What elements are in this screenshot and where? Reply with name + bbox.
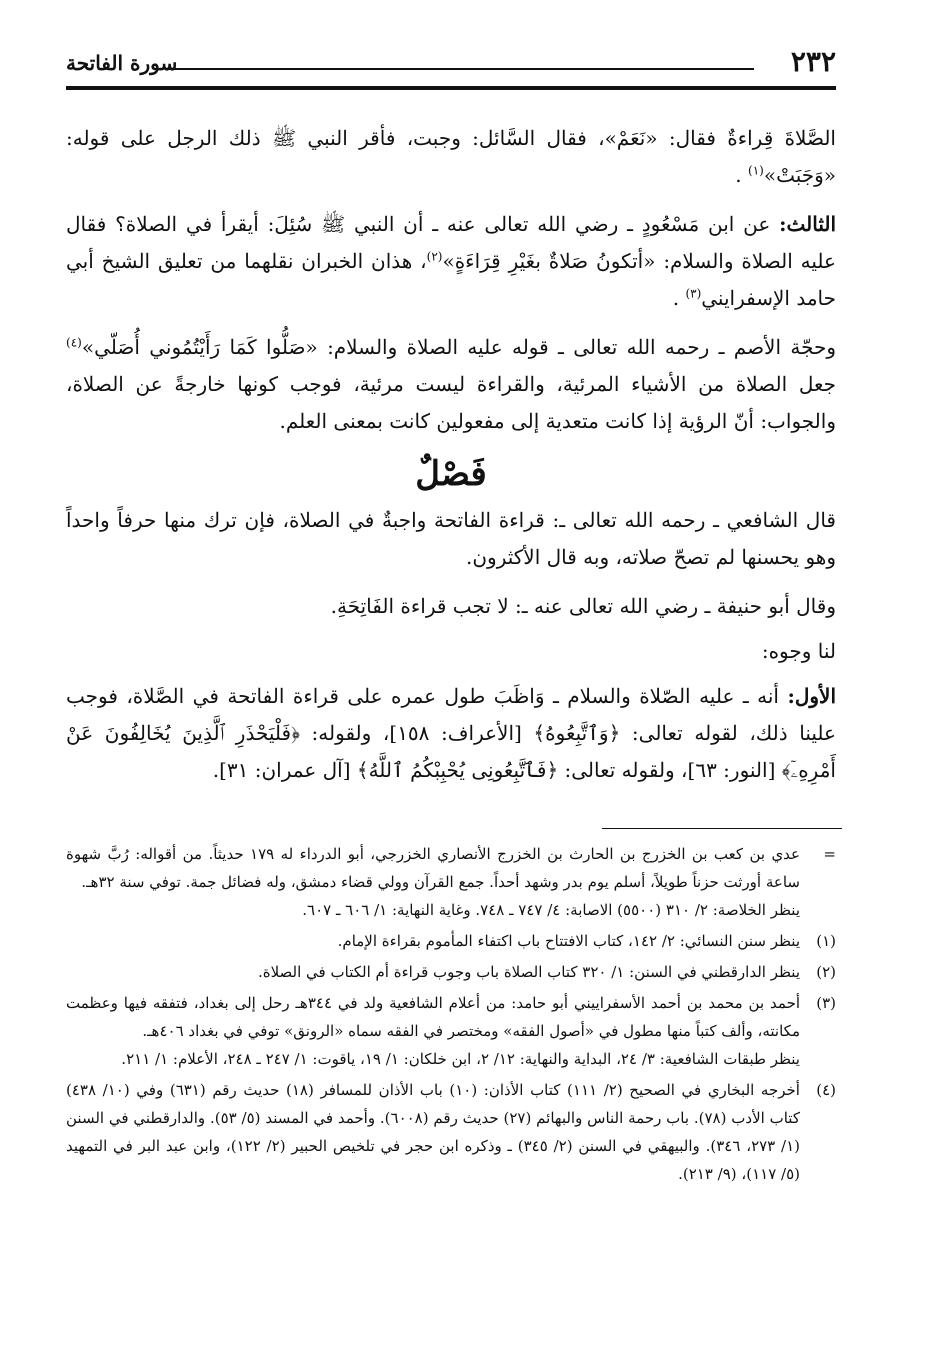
footnote-ref: (١) bbox=[748, 163, 764, 178]
paragraph: الثالث: عن ابن مَسْعُودٍ ـ رضي الله تعالى عنه ـ أن النبي ﷺ سُئِلَ: أيقرأ في الصلاة؟ فقال عليه الصلاة والسلام: «أتكونُ صَلاةٌ بغَيْرِ قِرَاءَةٍ»$^{(٢)}$، هذان الخبران نقلهما من تعليق الشيخ أبي حامد الإسفرايني$^{(٣)}$ . bbox=[66, 212, 837, 310]
paragraph: الأول: أنه ـ عليه الصّلاة والسلام ـ وَاظَبَ طول عمره على قراءة الفاتحة في الصَّلاة، فوجب علينا ذلك، لقوله تعالى: ﴿وَٱتَّبِعُوهُ﴾ [الأعراف: ١٥٨]، ولقوله: ﴿فَلْيَحْذَرِ ٱلَّذِينَ يُخَالِفُونَ عَنْ أَمْرِهِۦٓ﴾ [النور: ٦٣]، ولقوله تعالى: ﴿فَٱتَّبِعُونِى يُحْبِبْكُمُ ٱللَّهُ﴾ [آل عمران: ٣١]. bbox=[66, 684, 837, 782]
paragraph: لنا وجوه: bbox=[761, 639, 836, 663]
footnote: (٢) ينظر الدارقطني في السنن: ١/ ٣٢٠ كتاب الصلاة باب وجوب قراءة أم الكتاب في الصلاة. bbox=[66, 958, 836, 986]
footnote-number: (٢) bbox=[816, 963, 836, 981]
footnote-number: (١) bbox=[816, 932, 836, 950]
header-rule bbox=[66, 86, 836, 90]
main-text bbox=[66, 120, 836, 801]
footnote: = عدي بن كعب بن الخزرج بن الحارث بن الخزرج الأنصاري الخزرجي، أبو الدرداء له ١٧٩ حديثاً. من أقواله: رُبَّ شهوة ساعة أورثت حزناً طويلاً، أسلم يوم بدر وشهد أحداً. جمع القرآن وولي قضاء دمشق، وله فضائل جمة. توفي سنة ٣٢هـ. ينظر الخلاصة: ٢/ ٣١٠ (٥٥٠٠) الاصابة: ٤/ ٧٤٧ ـ ٧٤٨. وغاية النهاية: ١/ ٦٠٦ ـ ٦٠٧. bbox=[66, 840, 836, 924]
paragraph: قال الشافعي ـ رحمه الله تعالى ـ: قراءة الفاتحة واجبةٌ في الصلاة، فإن ترك منها حرفاً واحداً وهو يحسنها لم تصحّ صلاته، وبه قال الأكثرون. bbox=[66, 508, 836, 569]
footnote-number: (٣) bbox=[816, 994, 836, 1012]
paragraph: وحجّة الأصم ـ رحمه الله تعالى ـ قوله عليه الصلاة والسلام: «صَلُّوا كَمَا رَأَيْتُمُوني أُصَلّي»$^{(٤)}$ جعل الصلاة من الأشياء المرئية، والقراءة ليست مرئية، فوجب كونها خارجةً عن الصلاة، والجواب: أنّ الرؤية إذا كانت متعدية إلى مفعولين كانت بمعنى العلم. bbox=[66, 335, 836, 433]
paragraph: الصَّلاةَ قِراءةٌ فقال: «نَعَمْ»، فقال السَّائل: وجبت، فأقر النبي ﷺ ذلك الرجل على قوله: «وَجَبَتْ»$^{(١)}$ . bbox=[66, 126, 836, 187]
point-label: الثالث: bbox=[779, 212, 837, 236]
page-number: ٢٣٢ bbox=[790, 45, 836, 78]
surah-title: سورة الفاتحة bbox=[66, 51, 178, 75]
footnote-number: (٤) bbox=[816, 1081, 836, 1099]
footnote-ref: (٤) bbox=[66, 335, 82, 350]
footnote-ref: (٣) bbox=[685, 286, 702, 301]
footnote-number: = bbox=[823, 845, 836, 863]
paragraph: وقال أبو حنيفة ـ رضي الله تعالى عنه ـ: لا تجب قراءة الفَاتِحَةِ. bbox=[330, 594, 836, 618]
paragraph-text: الصَّلاةَ قِراءةٌ فقال: «نَعَمْ»، فقال السَّائل: وجبت، فأقر النبي ﷺ ذلك الرجل على قوله: «وَجَبَتْ» bbox=[66, 126, 836, 187]
footnote: (١) ينظر سنن النسائي: ٢/ ١٤٢، كتاب الافتتاح باب اكتفاء المأموم بقراءة الإمام. bbox=[66, 927, 836, 955]
footnote: (٣) أحمد بن محمد بن أحمد الأسفراييني أبو حامد: من أعلام الشافعية ولد في ٣٤٤هـ رحل إلى بغداد، فتفقه فيها وعظمت مكانته، وألف كتباً منها مطول في «أصول الفقه» ومختصر في الفقه سماه «الرونق» توفي في بغداد ٤٠٦هـ. ينظر طبقات الشافعية: ٣/ ٢٤، البداية والنهاية: ١٢/ ٢، ابن خلكان: ١/ ١٩، ياقوت: ١/ ٢٤٧ ـ ٢٤٨، الأعلام: ١/ ٢١١. bbox=[66, 989, 836, 1073]
page-header bbox=[66, 44, 836, 84]
footnotes bbox=[66, 840, 836, 1191]
point-label: الأول: bbox=[787, 684, 837, 708]
footnote-ref: (٢) bbox=[426, 249, 443, 264]
footnote: (٤) أخرجه البخاري في الصحيح (٢/ ١١١) كتاب الأذان: (١٠) باب الأذان للمسافر (١٨) حديث رقم (٦٣١) وفي (١٠/ ٤٣٨) كتاب الأدب (٧٨). باب رحمة الناس والبهائم (٢٧) حديث رقم (٦٠٠٨). وأحمد في المسند (٥/ ٥٣). والدارقطني في السنن (١/ ٢٧٣، ٣٤٦). والبيهقي في السنن (٢/ ٣٤٥) ـ وذكره ابن حجر في تلخيص الحبير (٢/ ١٢٢)، وابن عبد البر في التمهيد (٥/ ١١٧)، (٩/ ٢١٣). bbox=[66, 1076, 836, 1188]
footnote-separator bbox=[602, 828, 842, 829]
header-divider bbox=[166, 68, 754, 70]
section-heading: فَصْلٌ bbox=[415, 454, 487, 494]
